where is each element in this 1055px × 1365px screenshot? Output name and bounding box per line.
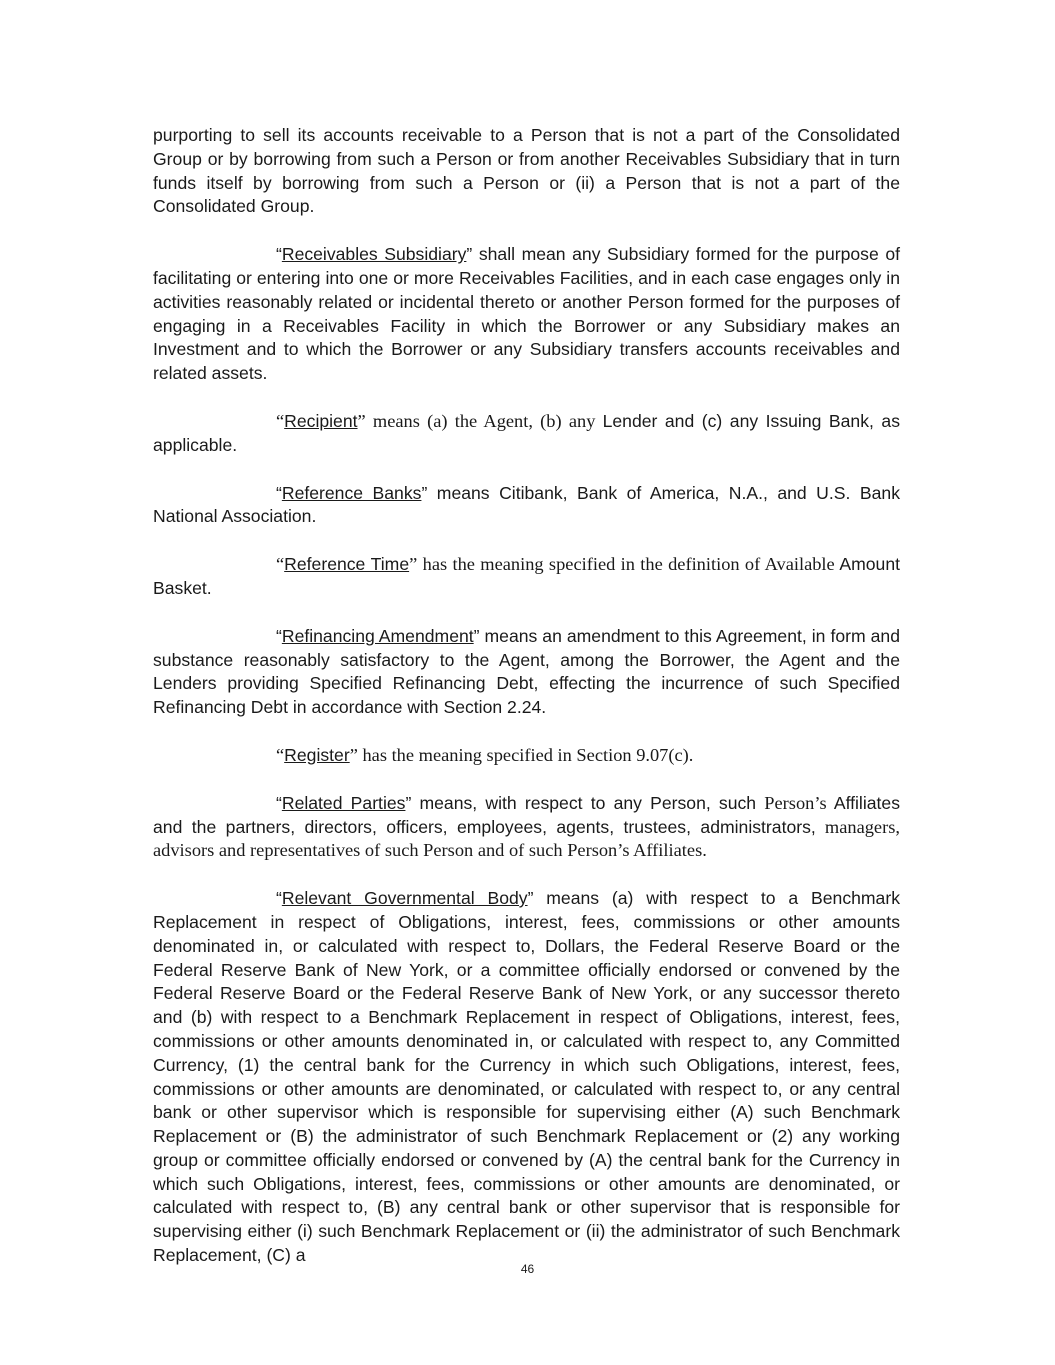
- definition-text: Amount Basket.: [153, 554, 900, 598]
- definition-text: has the meaning specified in Section 9.07(c).: [357, 744, 694, 765]
- definition-text: managers, advisors and representatives of such Person and of such Person’s Affiliates.: [153, 816, 900, 861]
- defined-term: Reference Banks: [281, 482, 422, 503]
- defined-term: Register: [284, 744, 350, 765]
- definition-text: shall mean any Subsidiary formed for the purpose of facilitating or entering into one or more Receivables Facilities, and in each case engages only in activities reasonably related or incidental thereto or another Person formed for the purposes of engaging in a Receivables Facility in which the Borrower or any Subsidiary makes an Investment and to which the Borrower or any Subsidiary transfers accounts receivables and related assets.: [153, 244, 900, 384]
- definition-related-parties: “Related Parties” means, with respect to any Person, such Person’s Affiliates and the partners, directors, officers, employees, agents, trustees, administrators, managers, advisors and representatives of such Person and of such Person’s Affiliates.: [153, 792, 901, 861]
- paragraph-continuation: [153, 124, 900, 219]
- definition-text: has the meaning specified in the definition of Available: [417, 554, 835, 575]
- definition-recipient: “Recipient” means (a) the Agent, (b) any Lender and (c) any Issuing Bank, as applicable.: [153, 410, 900, 455]
- defined-term: Reference Time: [284, 554, 410, 575]
- document-body: [153, 124, 900, 1292]
- definition-text: Affiliates and the partners, directors, officers, employees, agents, trustees, administrators,: [153, 792, 901, 837]
- definition-reference-time: “Reference Time” has the meaning specified in the definition of Available Amount Basket.: [153, 554, 900, 598]
- definition-receivables-subsidiary: “Receivables Subsidiary” shall mean any Subsidiary formed for the purpose of facilitating or entering into one or more Receivables Facilities, and in each case engages only in activities reasonably related or incidental thereto or another Person formed for the purposes of engaging in a Receivables Facility in which the Borrower or any Subsidiary makes an Investment and to which the Borrower or any Subsidiary transfers accounts receivables and related assets.: [153, 244, 900, 384]
- definition-text: means, with respect to any Person, such: [411, 792, 765, 813]
- definition-text: means Citibank, Bank of America, N.A., and U.S. Bank National Association.: [153, 482, 900, 527]
- definition-refinancing-amendment: “Refinancing Amendment” means an amendment to this Agreement, in form and substance reasonably satisfactory to the Agent, among the Borrower, the Agent and the Lenders providing Specified Refinancing Debt, effecting the incurrence of such Specified Refinancing Debt in accordance with Section 2.24.: [153, 625, 900, 718]
- defined-term: Receivables Subsidiary: [281, 244, 467, 265]
- defined-term: Refinancing Amendment: [281, 625, 474, 646]
- definition-reference-banks: “Reference Banks” means Citibank, Bank of America, N.A., and U.S. Bank National Association.: [153, 482, 900, 527]
- definition-text: means (a) with respect to a Benchmark Replacement in respect of Obligations, interest, fees, commissions or other amounts denominated in, or calculated with respect to, Dollars, the Federal Reserve Board or the Federal Reserve Bank of New York, or a committee officially endorsed or convened by the Federal Reserve Board or the Federal Reserve Bank of New York, or any successor thereto and (b) with respect to a Benchmark Replacement in respect of Obligations, interest, fees, commissions or other amounts denominated in, or calculated with respect to, any Committed Currency, (1) the central bank for the Currency in which such Obligations, interest, fees, commissions or other amounts are denominated, or calculated with respect to, or any central bank or other supervisor which is responsible for supervising either (A) such Benchmark Replacement or (B) the administrator of such Benchmark Replacement or (2) any working group or committee officially endorsed or convened by (A) the central bank for the Currency in which such Obligations, interest, fees, commissions or other amounts are denominated, or calculated with respect to, (B) any central bank or other supervisor that is responsible for supervising either (i) such Benchmark Replacement or (ii) the administrator of such Benchmark Replacement, (C) a: [153, 888, 900, 1266]
- definition-text: means an amendment to this Agreement, in form and substance reasonably satisfactory to the Agent, among the Borrower, the Agent and the Lenders providing Specified Refinancing Debt, effecting the incurrence of such Specified Refinancing Debt in accordance with Section 2.24.: [153, 625, 900, 718]
- definition-text: Lender and (c) any Issuing Bank, as applicable.: [153, 410, 900, 455]
- definition-register: “Register” has the meaning specified in Section 9.07(c).: [276, 744, 694, 765]
- paragraph-text: purporting to sell its accounts receivable to a Person that is not a part of the Consolidated Group or by borrowing from such a Person or from another Receivables Subsidiary that in turn funds itself by borrowing from such a Person or (ii) a Person that is not a part of the Consolidated Group.: [153, 125, 900, 217]
- definition-text: Person’s: [764, 792, 827, 813]
- definition-text: means (a) the Agent, (b) any: [365, 410, 603, 431]
- page-number: 46: [520, 1262, 535, 1276]
- defined-term: Related Parties: [281, 792, 406, 813]
- defined-term: Relevant Governmental Body: [281, 888, 528, 909]
- defined-term: Recipient: [284, 410, 358, 431]
- definition-relevant-governmental-body: “Relevant Governmental Body” means (a) with respect to a Benchmark Replacement in respect of Obligations, interest, fees, commissions or other amounts denominated in, or calculated with respect to, Dollars, the Federal Reserve Board or the Federal Reserve Bank of New York, or a committee officially endorsed or convened by the Federal Reserve Board or the Federal Reserve Bank of New York, or any successor thereto and (b) with respect to a Benchmark Replacement in respect of Obligations, interest, fees, commissions or other amounts denominated in, or calculated with respect to, any Committed Currency, (1) the central bank for the Currency in which such Obligations, interest, fees, commissions or other amounts are denominated, or calculated with respect to, or any central bank or other supervisor which is responsible for supervising either (A) such Benchmark Replacement or (B) the administrator of such Benchmark Replacement or (2) any working group or committee officially endorsed or convened by (A) the central bank for the Currency in which such Obligations, interest, fees, commissions or other amounts are denominated, or calculated with respect to, (B) any central bank or other supervisor that is responsible for supervising either (i) such Benchmark Replacement or (ii) the administrator of such Benchmark Replacement, (C) a: [153, 888, 900, 1266]
